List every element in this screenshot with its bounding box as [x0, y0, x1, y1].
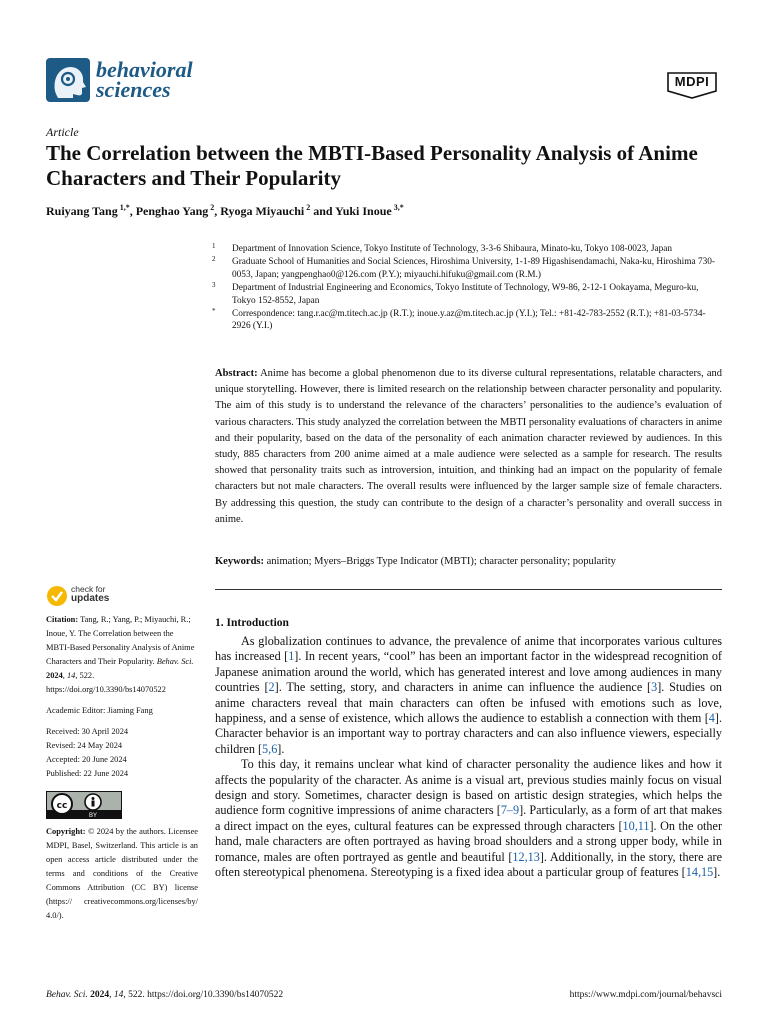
footer-citation: Behav. Sci. 2024, 14, 522. https://doi.org/10.3390/bs14070522	[46, 990, 284, 1000]
affiliation-item	[212, 308, 724, 333]
footer-volume: 14	[113, 990, 124, 1000]
abstract	[215, 366, 722, 528]
body-text: ]. Additionally, in the story, there are often stereotypical phenomena. Stereotyping is a fixed idea about a particular group of features [	[215, 849, 722, 880]
body-text: As globalization continues to advance, the prevalence of anime that incorporates various cultures has increased [	[215, 634, 722, 664]
citation-link[interactable]: 10,11	[622, 818, 650, 833]
academic-editor: Academic Editor: Jiaming Fang	[46, 706, 153, 715]
body-paragraph	[215, 757, 722, 880]
affiliations	[212, 243, 724, 334]
citation-volume: 14	[66, 671, 76, 680]
citation-link[interactable]: 4	[708, 711, 715, 726]
divider	[215, 589, 722, 590]
cc-by-license-badge[interactable]	[46, 791, 122, 819]
article-type: Article	[46, 125, 79, 139]
keywords-text: animation; Myers–Briggs Type Indicator (MBTI); character personality; popularity	[266, 556, 616, 567]
cc-license-icon	[47, 792, 121, 818]
body-text: ]. Studies on anime characters reveal that main characters can often be infused with emotions such as love, happiness, and a sense of existence, which allows the audience to establish a connection with them [	[215, 680, 723, 726]
body-text: To this day, it remains unclear what kind of character personality the audience likes and how it affects the popularity of the character. As anime is a visual art, previous studies mainly focus on visual design and story. Sometimes, character design is based on artistic design strategies, which helps the audience form cognitive impressions of anime characters [	[215, 757, 722, 818]
citation-label: Citation:	[46, 615, 79, 624]
citation-link[interactable]: 12,13	[512, 849, 540, 864]
journal-name-line2: sciences	[96, 77, 171, 102]
citation-link[interactable]: 14,15	[685, 865, 714, 880]
citation-text: Tang, R.; Yang, P.; Miyauchi, R.; Inoue, Y. The Correlation between the MBTI-Based Personality Analysis of Anime Characters and Their Popularity.	[46, 615, 195, 666]
journal-name-line1: behavioral	[96, 57, 193, 82]
body-text: ]. Character behavior is an important way to portray characters and can also influence viewers, especially children [	[215, 711, 722, 756]
footer-doi: , 522. https://doi.org/10.3390/bs14070522	[123, 990, 284, 1000]
keywords	[215, 556, 722, 567]
section-heading: 1. Introduction	[215, 617, 289, 629]
author-list: Ruiyang Tang $^{1,*}$, Penghao Yang $^2$, Ryoga Miyauchi $^2$ and Yuki Inoue $^{3,*}$	[46, 203, 404, 218]
author-name: Yuki Inoue	[335, 204, 392, 218]
citation-link[interactable]: 1	[288, 649, 295, 664]
copyright	[46, 825, 198, 923]
citation-link[interactable]: 7–9	[500, 803, 520, 818]
citation-journal: Behav. Sci.	[156, 657, 194, 666]
abstract-text: Anime has become a global phenomenon due to its diverse cultural representations, relatable characters, and unique storytelling. However, there is limited research on the relationship between character personality and popularity. The aim of this study is to understand the relevance of the characters’ personalities to the audience’s evaluation of various characters. This study analyzed the correlation between the MBTI personality evaluations of characters in anime and their popularity, based on the data of the personality of each animation character reviewed by audiences. In this study, 885 characters from 200 anime aimed at a male audience were selected as a sample for research. The results showed that personality traits such as introversion, intuition, and thinking had an impact on the popularity of female characters but not male characters. The overall results were influenced by the larger sample size of female characters. By addressing this question, the study can contribute to the design of a character’s personality and overall success in anime.	[215, 368, 722, 525]
body-text: ].	[277, 741, 285, 756]
citation-link[interactable]: 3	[651, 680, 658, 695]
author-affiliation-mark: 3,*	[391, 203, 404, 212]
affiliation-number: 3	[212, 281, 216, 290]
citation-link[interactable]: 5,6	[262, 741, 278, 756]
citation-doi-link[interactable]: https://doi.org/10.3390/bs14070522	[46, 685, 166, 694]
article-title: The Correlation between the MBTI-Based Personality Analysis of Anime Characters and Their Popularity	[46, 141, 698, 190]
author-name: Ryoga Miyauchi	[220, 204, 305, 218]
affiliation-number: 2	[212, 255, 216, 264]
check-for-updates-button[interactable]	[46, 585, 166, 611]
affiliation-text: Correspondence: tang.r.ac@m.titech.ac.jp (R.T.); inoue.y.az@m.titech.ac.jp (Y.I.); Tel.: +81-42-783-2552 (R.T.); +81-03-5734-2926 (Y.I.)	[232, 309, 706, 332]
affiliation-item	[212, 256, 724, 281]
mdpi-logo	[664, 71, 720, 99]
journal-logo-icon	[46, 58, 90, 102]
affiliation-item	[212, 243, 724, 255]
abstract-label: Abstract:	[215, 368, 258, 379]
date-line: Received: 30 April 2024	[46, 727, 129, 736]
keywords-label: Keywords:	[215, 556, 264, 567]
author-affiliation-mark: 2	[208, 203, 215, 212]
footer-journal-url-link[interactable]: https://www.mdpi.com/journal/behavsci	[569, 990, 722, 1000]
footer-journal: Behav. Sci.	[46, 990, 88, 1000]
body-text: ]. In recent years, “cool” has been an important factor in the widespread recognition of Japanese animation around the world, which has generated interest and love among audiences in many countries [	[215, 649, 722, 695]
author-affiliation-mark: 1,*	[117, 203, 130, 212]
citation-pages: , 522.	[75, 671, 95, 680]
check-updates-icon	[46, 585, 68, 607]
body-text: ]. The setting, story, and characters in anime can influence the audience [	[274, 680, 652, 695]
citation-link[interactable]: 2	[268, 680, 275, 695]
copyright-label: Copyright:	[46, 827, 86, 836]
check-updates-line1: check for	[71, 584, 106, 594]
section-body	[215, 634, 722, 881]
affiliation-number: *	[212, 307, 216, 316]
date-line: Accepted: 20 June 2024	[46, 755, 127, 764]
article-info-sidebar	[46, 613, 198, 930]
citation: Citation: Tang, R.; Yang, P.; Miyauchi, R.; Inoue, Y. The Correlation between the MBTI-Based Personality Analysis of Anime Characters and Their Popularity. Behav. Sci. 2024, 14, 522. https://doi.org/10.3390/bs14070522	[46, 615, 195, 694]
citation-year: 2024	[46, 671, 63, 680]
author-name: Penghao Yang	[135, 204, 209, 218]
author-name: Ruiyang Tang	[46, 204, 118, 218]
affiliation-number: 1	[212, 242, 216, 250]
svg-text:cc: cc	[56, 801, 68, 811]
affiliation-text: Department of Industrial Engineering and Economics, Tokyo Institute of Technology, W9-86, 2-12-1 Ookayama, Meguro-ku, Tokyo 152-8552, Japan	[232, 283, 699, 306]
cc-by-label: BY	[88, 813, 97, 819]
publisher-label: MDPI	[674, 74, 710, 89]
date-line: Published: 22 June 2024	[46, 769, 129, 778]
body-text: ]. On the other hand, male characters are often portrayed as having broad shoulders and a strong upper body, while in romance, males are often portrayed as gentle and beautiful [	[215, 818, 722, 864]
body-text: ].	[713, 865, 721, 880]
affiliation-item	[212, 282, 724, 307]
copyright-text: © 2024 by the authors. Licensee MDPI, Basel, Switzerland. This article is an open access article distributed under the terms and conditions of the Creative Commons Attribution (CC BY) license (https:// creativecommons.org/licenses/by/ 4.0/).	[46, 827, 198, 920]
affiliation-text: Graduate School of Humanities and Social Sciences, Hiroshima University, 1-1-89 Higashisendamachi, Naka-ku, Hiroshima 730-0053, Japan; yangpenghao0@126.com (P.Y.); miyauchi.hifuku@gmail.com (R.M.)	[232, 257, 715, 280]
check-updates-line2: updates	[71, 593, 110, 604]
author-affiliation-mark: 2	[304, 203, 311, 212]
dates	[46, 725, 198, 781]
date-line: Revised: 24 May 2024	[46, 741, 123, 750]
body-text: ]. Particularly, as a form of art that makes a direct impact on the eyes, cultural features can be expressed through characters [	[215, 803, 722, 833]
body-paragraph	[215, 634, 722, 757]
affiliation-text: Department of Innovation Science, Tokyo Institute of Technology, 3-3-6 Shibaura, Minato-ku, Tokyo 108-0023, Japan	[232, 244, 672, 254]
journal-name	[96, 57, 193, 102]
footer-year: 2024	[90, 990, 110, 1000]
